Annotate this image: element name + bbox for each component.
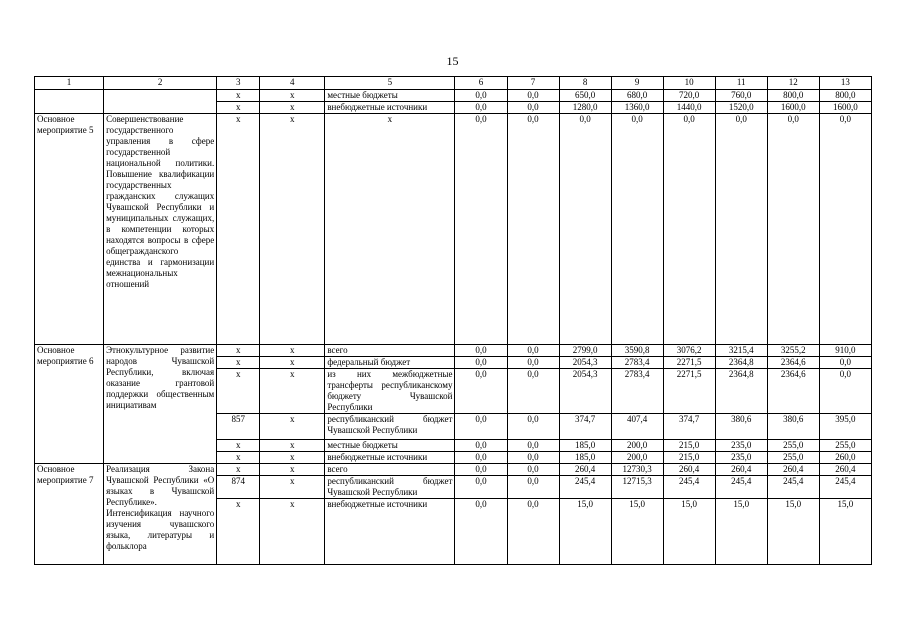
value-cell: 0,0 — [507, 114, 559, 345]
value-cell: 260,4 — [663, 464, 715, 476]
value-cell: 800,0 — [819, 90, 871, 102]
measure-description-cell: Совершенствование государственного управления в сфере государственной национальной политики. Повышение квалификации государственных гражданских служащих Чувашской Республики и муниципальных служащих, в компетенции которых находятся вопросы в сфере общегражданского единства и гармонизации межнациональных отношений — [104, 114, 217, 345]
value-cell: 255,0 — [819, 440, 871, 452]
value-cell: 760,0 — [715, 90, 767, 102]
value-cell: 0,0 — [455, 345, 507, 357]
page-number: 15 — [446, 54, 459, 68]
value-cell: 260,0 — [819, 452, 871, 464]
value-cell: 1520,0 — [715, 102, 767, 114]
table-header — [35, 77, 872, 90]
value-cell: 0,0 — [455, 440, 507, 452]
value-cell: 12715,3 — [611, 476, 663, 499]
budget-table — [34, 76, 872, 565]
value-cell: 0,0 — [507, 476, 559, 499]
value-cell: 395,0 — [819, 414, 871, 440]
value-cell: 2783,4 — [611, 357, 663, 369]
value-cell: 0,0 — [455, 414, 507, 440]
value-cell: 0,0 — [507, 369, 559, 414]
column-header: 13 — [819, 77, 871, 90]
code-cell: x — [260, 440, 325, 452]
value-cell: 374,7 — [663, 414, 715, 440]
value-cell: 215,0 — [663, 452, 715, 464]
value-cell: 15,0 — [715, 499, 767, 565]
value-cell: 0,0 — [663, 114, 715, 345]
value-cell: 0,0 — [507, 414, 559, 440]
code-cell: x — [260, 464, 325, 476]
value-cell: 680,0 — [611, 90, 663, 102]
value-cell: 2271,5 — [663, 357, 715, 369]
value-cell: 2364,6 — [767, 357, 819, 369]
column-header: 1 — [35, 77, 104, 90]
value-cell: 1360,0 — [611, 102, 663, 114]
value-cell: 3076,2 — [663, 345, 715, 357]
value-cell: 0,0 — [559, 114, 611, 345]
code-cell: x — [260, 90, 325, 102]
code-cell: x — [217, 464, 260, 476]
column-header: 5 — [325, 77, 455, 90]
funding-source-cell: из них межбюджетные трансферты республиканскому бюджету Чувашской Республики — [325, 369, 455, 414]
value-cell: 200,0 — [611, 452, 663, 464]
value-cell: 0,0 — [507, 345, 559, 357]
value-cell: 185,0 — [559, 440, 611, 452]
funding-source-cell: внебюджетные источники — [325, 102, 455, 114]
value-cell: 800,0 — [767, 90, 819, 102]
code-cell: x — [260, 114, 325, 345]
value-cell: 235,0 — [715, 452, 767, 464]
table-row — [35, 464, 872, 476]
value-cell: 15,0 — [819, 499, 871, 565]
column-header: 4 — [260, 77, 325, 90]
funding-source-cell: местные бюджеты — [325, 440, 455, 452]
value-cell: 2783,4 — [611, 369, 663, 414]
value-cell: 0,0 — [507, 90, 559, 102]
measure-name-cell — [35, 90, 104, 114]
value-cell: 0,0 — [715, 114, 767, 345]
code-cell: x — [217, 357, 260, 369]
value-cell: 0,0 — [455, 369, 507, 414]
code-cell: x — [260, 452, 325, 464]
value-cell: 3215,4 — [715, 345, 767, 357]
funding-source-cell: всего — [325, 464, 455, 476]
value-cell: 720,0 — [663, 90, 715, 102]
measure-name-cell: Основное мероприятие 6 — [35, 345, 104, 464]
measure-name-cell: Основное мероприятие 7 — [35, 464, 104, 565]
value-cell: 374,7 — [559, 414, 611, 440]
measure-description-cell: Реализация Закона Чувашской Республики «О языках в Чувашской Республике». Интенсификация научного изучения чувашского языка, литературы и фольклора — [104, 464, 217, 565]
column-header: 6 — [455, 77, 507, 90]
value-cell: 255,0 — [767, 452, 819, 464]
code-cell: 857 — [217, 414, 260, 440]
value-cell: 260,4 — [767, 464, 819, 476]
code-cell: x — [260, 102, 325, 114]
code-cell: x — [260, 369, 325, 414]
value-cell: 200,0 — [611, 440, 663, 452]
measure-description-cell — [104, 90, 217, 114]
value-cell: 245,4 — [767, 476, 819, 499]
value-cell: 1440,0 — [663, 102, 715, 114]
column-header: 9 — [611, 77, 663, 90]
value-cell: 215,0 — [663, 440, 715, 452]
funding-source-cell: республиканский бюджет Чувашской Республики — [325, 476, 455, 499]
measure-name-cell: Основное мероприятие 5 — [35, 114, 104, 345]
value-cell: 0,0 — [507, 102, 559, 114]
funding-source-cell: x — [325, 114, 455, 345]
column-header: 2 — [104, 77, 217, 90]
value-cell: 255,0 — [767, 440, 819, 452]
table-row — [35, 114, 872, 345]
value-cell: 245,4 — [663, 476, 715, 499]
code-cell: x — [217, 369, 260, 414]
value-cell: 0,0 — [455, 90, 507, 102]
value-cell: 15,0 — [767, 499, 819, 565]
value-cell: 407,4 — [611, 414, 663, 440]
value-cell: 2271,5 — [663, 369, 715, 414]
value-cell: 2799,0 — [559, 345, 611, 357]
value-cell: 260,4 — [559, 464, 611, 476]
column-header: 7 — [507, 77, 559, 90]
code-cell: x — [260, 414, 325, 440]
value-cell: 0,0 — [819, 357, 871, 369]
funding-source-cell: республиканский бюджет Чувашской Республики — [325, 414, 455, 440]
value-cell: 2054,3 — [559, 369, 611, 414]
column-header: 11 — [715, 77, 767, 90]
value-cell: 15,0 — [611, 499, 663, 565]
code-cell: 874 — [217, 476, 260, 499]
value-cell: 0,0 — [455, 102, 507, 114]
column-header: 3 — [217, 77, 260, 90]
value-cell: 0,0 — [767, 114, 819, 345]
value-cell: 0,0 — [611, 114, 663, 345]
value-cell: 12730,3 — [611, 464, 663, 476]
funding-source-cell: всего — [325, 345, 455, 357]
value-cell: 1600,0 — [767, 102, 819, 114]
value-cell: 0,0 — [455, 114, 507, 345]
code-cell: x — [217, 345, 260, 357]
value-cell: 2364,6 — [767, 369, 819, 414]
value-cell: 0,0 — [455, 464, 507, 476]
value-cell: 910,0 — [819, 345, 871, 357]
column-header: 12 — [767, 77, 819, 90]
value-cell: 1280,0 — [559, 102, 611, 114]
value-cell: 380,6 — [767, 414, 819, 440]
value-cell: 0,0 — [455, 357, 507, 369]
code-cell: x — [260, 499, 325, 565]
value-cell: 15,0 — [559, 499, 611, 565]
table-row — [35, 345, 872, 357]
value-cell: 3590,8 — [611, 345, 663, 357]
value-cell: 235,0 — [715, 440, 767, 452]
funding-source-cell: внебюджетные источники — [325, 452, 455, 464]
value-cell: 2364,8 — [715, 357, 767, 369]
value-cell: 1600,0 — [819, 102, 871, 114]
value-cell: 650,0 — [559, 90, 611, 102]
column-header: 10 — [663, 77, 715, 90]
value-cell: 0,0 — [507, 464, 559, 476]
value-cell: 260,4 — [819, 464, 871, 476]
value-cell: 245,4 — [715, 476, 767, 499]
code-cell: x — [217, 90, 260, 102]
code-cell: x — [217, 499, 260, 565]
value-cell: 0,0 — [455, 476, 507, 499]
value-cell: 0,0 — [819, 369, 871, 414]
value-cell: 245,4 — [819, 476, 871, 499]
funding-source-cell: местные бюджеты — [325, 90, 455, 102]
value-cell: 0,0 — [507, 499, 559, 565]
code-cell: x — [217, 102, 260, 114]
value-cell: 0,0 — [819, 114, 871, 345]
measure-description-cell: Этнокультурное развитие народов Чувашской Республики, включая оказание грантовой поддержки общественным инициативам — [104, 345, 217, 464]
value-cell: 2364,8 — [715, 369, 767, 414]
value-cell: 0,0 — [507, 357, 559, 369]
code-cell: x — [260, 476, 325, 499]
value-cell: 380,6 — [715, 414, 767, 440]
table-row — [35, 90, 872, 102]
funding-source-cell: федеральный бюджет — [325, 357, 455, 369]
value-cell: 15,0 — [663, 499, 715, 565]
value-cell: 3255,2 — [767, 345, 819, 357]
code-cell: x — [260, 345, 325, 357]
value-cell: 245,4 — [559, 476, 611, 499]
value-cell: 0,0 — [507, 452, 559, 464]
column-header: 8 — [559, 77, 611, 90]
value-cell: 0,0 — [455, 499, 507, 565]
funding-source-cell: внебюджетные источники — [325, 499, 455, 565]
value-cell: 260,4 — [715, 464, 767, 476]
value-cell: 185,0 — [559, 452, 611, 464]
code-cell: x — [217, 452, 260, 464]
code-cell: x — [217, 440, 260, 452]
code-cell: x — [217, 114, 260, 345]
value-cell: 0,0 — [507, 440, 559, 452]
value-cell: 0,0 — [455, 452, 507, 464]
value-cell: 2054,3 — [559, 357, 611, 369]
code-cell: x — [260, 357, 325, 369]
